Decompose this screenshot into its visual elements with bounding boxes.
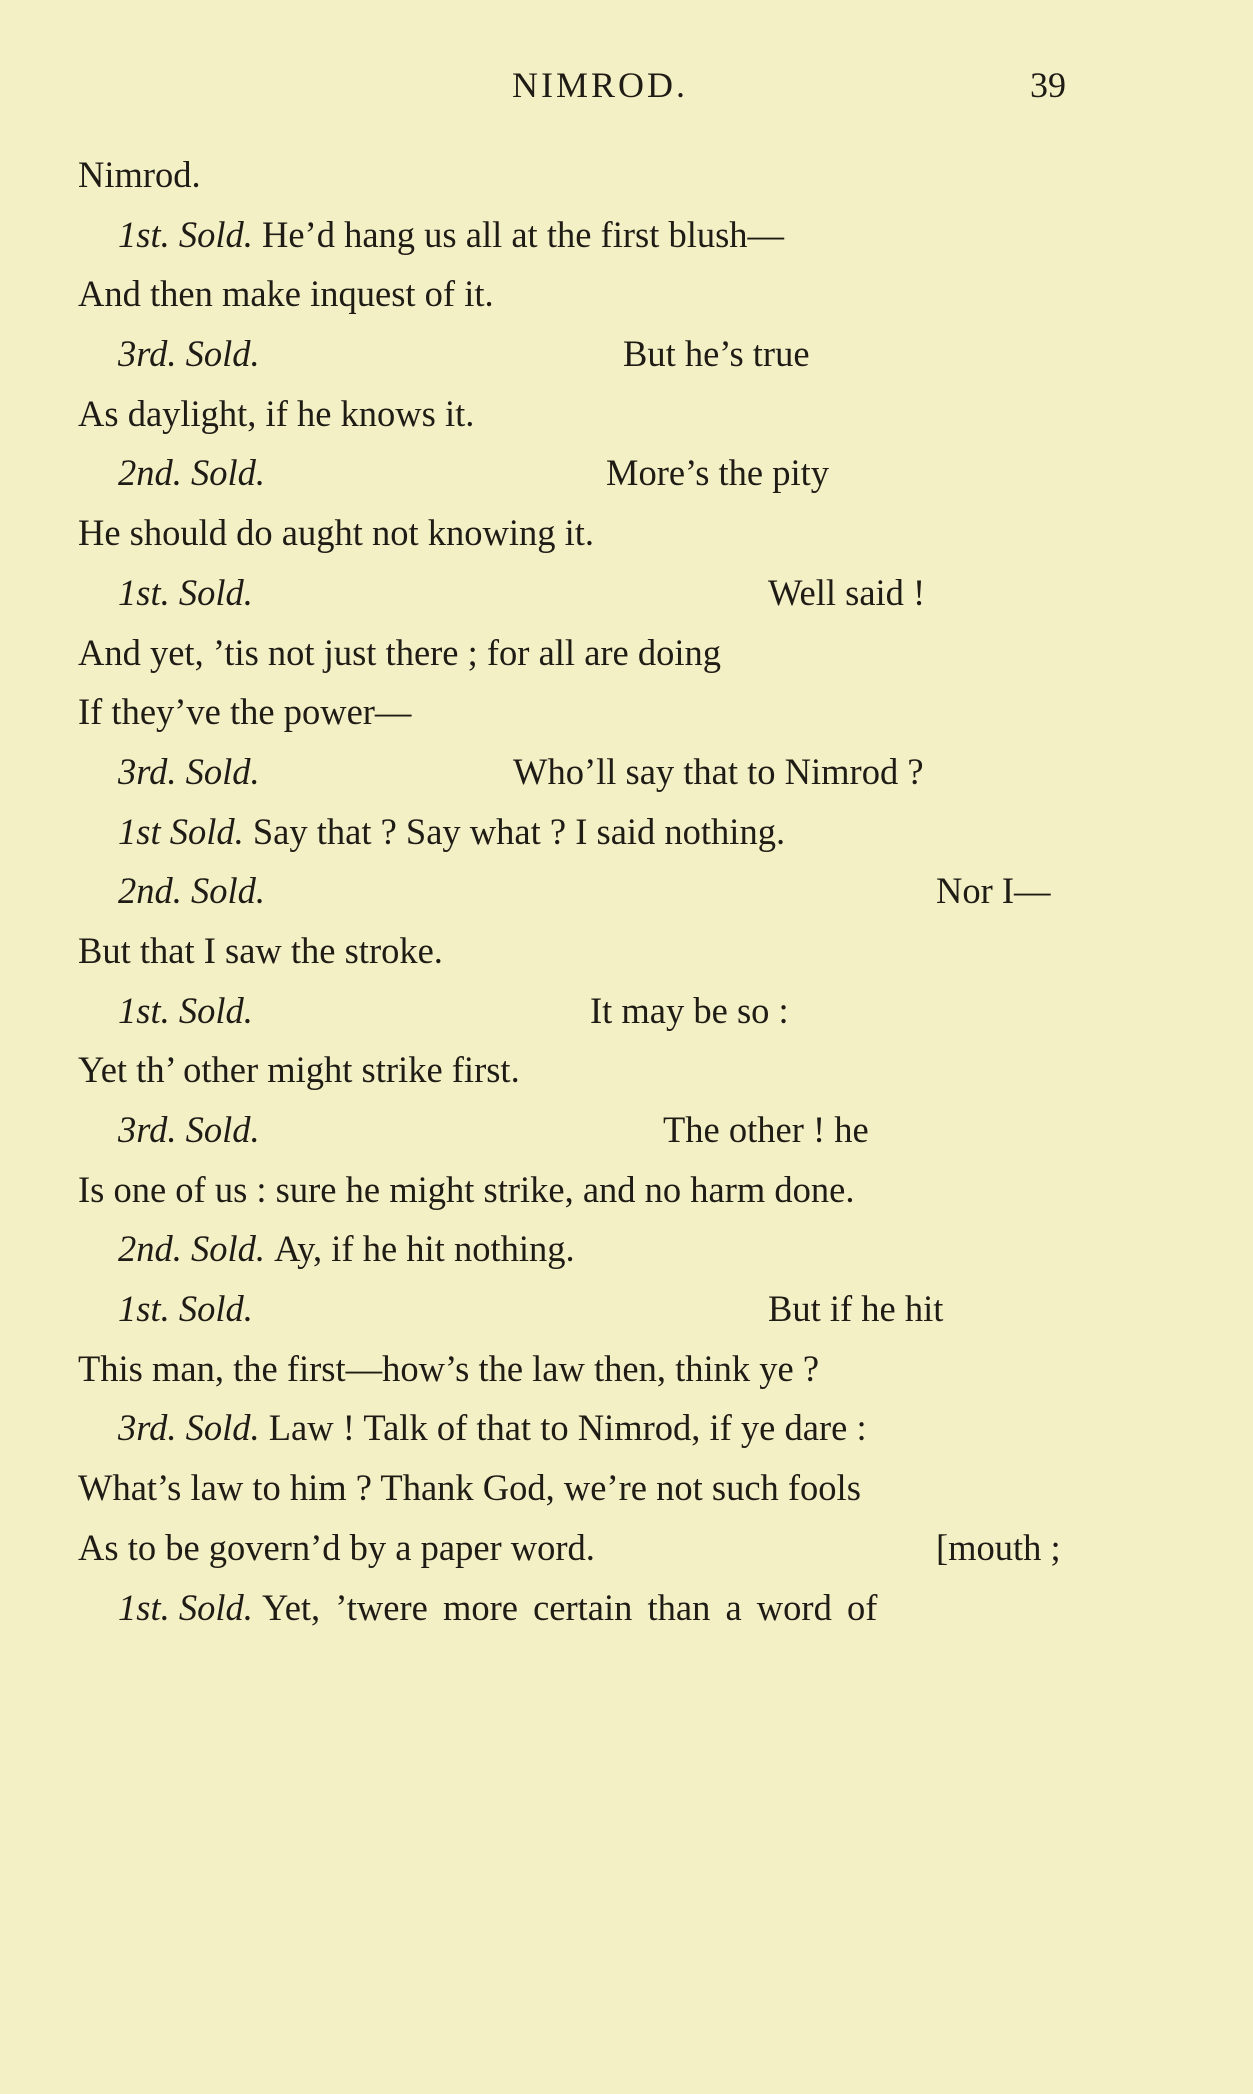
speech-line bbox=[78, 1219, 1098, 1279]
speaker-label: 2nd. Sold. bbox=[118, 1228, 266, 1270]
verse-line bbox=[78, 623, 1098, 683]
verse-text: If they’ve the power— bbox=[78, 691, 412, 733]
verse-text: As to be govern’d by a paper word. bbox=[78, 1526, 595, 1568]
verse-line bbox=[78, 1339, 1098, 1399]
verse-line bbox=[78, 384, 1098, 444]
verse-text: And yet, ’tis not just there ; for all are doing bbox=[78, 631, 722, 673]
speaker-label: 1st. Sold. bbox=[118, 1586, 253, 1628]
speech-line bbox=[78, 1398, 1098, 1458]
speaker-label: 1st. Sold. bbox=[118, 1288, 253, 1330]
verse-text: But he’s true bbox=[623, 333, 810, 375]
speech-line bbox=[78, 802, 1098, 862]
verse-text: Yet th’ other might strike first. bbox=[78, 1049, 520, 1091]
speaker-label: 3rd. Sold. bbox=[118, 333, 260, 375]
speaker-label: 1st Sold. bbox=[118, 810, 244, 852]
verse-text: This man, the first—how’s the law then, think ye ? bbox=[78, 1347, 820, 1389]
verse-text: Nimrod. bbox=[78, 154, 201, 195]
verse-text: More’s the pity bbox=[606, 452, 830, 494]
verse-text: Is one of us : sure he might strike, and no harm done. bbox=[78, 1168, 855, 1210]
speech-line bbox=[78, 205, 1098, 265]
speaker-label: 2nd. Sold. bbox=[118, 870, 266, 912]
speech-line bbox=[78, 324, 1098, 384]
speaker-label: 1st. Sold. bbox=[118, 571, 253, 613]
speech-line bbox=[78, 443, 1098, 503]
verse-text: Ay, if he hit nothing. bbox=[274, 1228, 575, 1270]
speaker-label: 3rd. Sold. bbox=[118, 1109, 260, 1150]
verse-text: But that I saw the stroke. bbox=[78, 929, 443, 971]
verse-line bbox=[78, 1160, 1098, 1220]
verse-text: Law ! Talk of that to Nimrod, if ye dare : bbox=[268, 1407, 867, 1449]
verse-text: And then make inquest of it. bbox=[78, 273, 494, 315]
speech-line bbox=[78, 1279, 1098, 1339]
speech-line bbox=[78, 861, 1098, 921]
verse-text: As daylight, if he knows it. bbox=[78, 392, 475, 434]
verse-line bbox=[78, 264, 1098, 324]
verse-line bbox=[78, 1458, 1098, 1518]
verse-text: Nor I— bbox=[936, 870, 1051, 912]
speaker-label: 1st. Sold. bbox=[118, 989, 253, 1031]
verse-text: Say that ? Say what ? I said nothing. bbox=[252, 810, 786, 852]
verse-text: Yet, ’twere more certain than a word of bbox=[262, 1586, 878, 1628]
verse-line bbox=[78, 1518, 1098, 1578]
turnover-text: [mouth ; bbox=[936, 1526, 1061, 1568]
speech-line bbox=[78, 563, 1098, 623]
verse-text: Who’ll say that to Nimrod ? bbox=[513, 750, 924, 792]
verse-text: The other ! he bbox=[663, 1109, 869, 1150]
verse-line bbox=[78, 1040, 1098, 1100]
play-text bbox=[78, 145, 1098, 1637]
speaker-label: 3rd. Sold. bbox=[118, 750, 260, 792]
verse-text: He should do aught not knowing it. bbox=[78, 512, 595, 554]
speech-line bbox=[78, 981, 1098, 1041]
page-header bbox=[0, 64, 1253, 114]
speech-line bbox=[78, 1578, 1098, 1638]
verse-line bbox=[78, 921, 1098, 981]
verse-text: Well said ! bbox=[768, 571, 926, 613]
speaker-label: 1st. Sold. bbox=[118, 213, 253, 255]
verse-text: He’d hang us all at the first blush— bbox=[262, 213, 785, 255]
page-number: 39 bbox=[1030, 65, 1066, 105]
verse-line bbox=[78, 503, 1098, 563]
running-title: NIMROD. bbox=[512, 65, 689, 105]
verse-line bbox=[78, 145, 1098, 205]
speech-line bbox=[78, 1100, 1098, 1160]
verse-text: It may be so : bbox=[590, 989, 789, 1031]
speaker-label: 3rd. Sold. bbox=[118, 1407, 260, 1449]
verse-text: What’s law to him ? Thank God, we’re not such fools bbox=[78, 1467, 861, 1509]
speaker-label: 2nd. Sold. bbox=[118, 452, 266, 494]
verse-line bbox=[78, 682, 1098, 742]
speech-line bbox=[78, 742, 1098, 802]
verse-text: But if he hit bbox=[768, 1288, 944, 1330]
